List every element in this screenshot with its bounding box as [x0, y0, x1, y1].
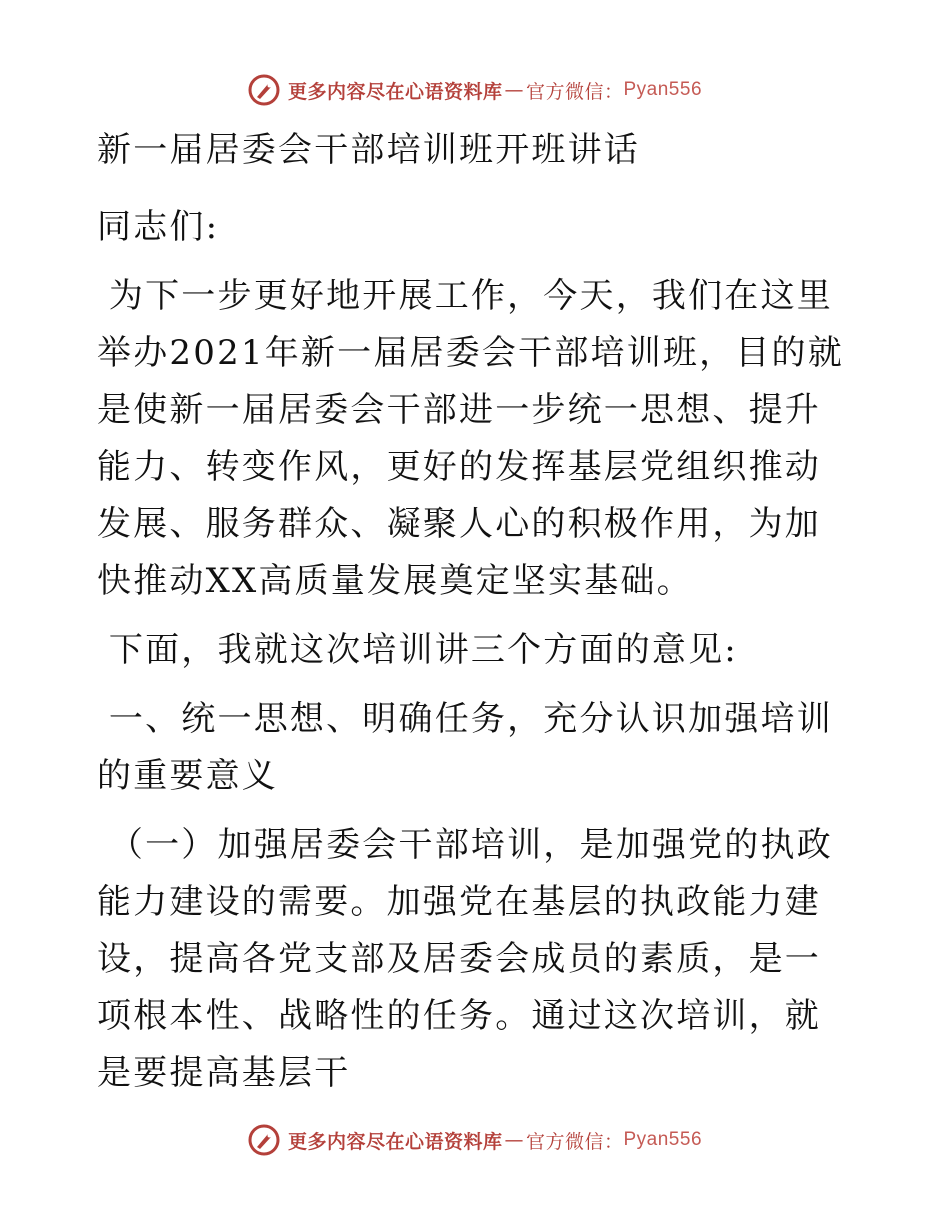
watermark-site-text: 更多内容尽在心语资料库	[287, 1130, 503, 1153]
watermark-wechat-id: Pyan556	[623, 1129, 703, 1150]
document-title: 新一届居委会干部培训班开班讲话	[97, 130, 640, 170]
watermark-separator: —	[504, 79, 524, 101]
paragraph-subsection-1: （一）加强居委会干部培训，是加强党的执政能力建设的需要。加强党在基层的执政能力建设，提高各党支部及居委会成员的素质，是一项根本性、战略性的任务。通过这次培训，就是要提高基层干	[97, 825, 833, 1093]
watermark-wechat-label: 官方微信：	[525, 1130, 624, 1153]
watermark-separator: —	[504, 1129, 524, 1151]
section-heading-1: 一、统一思想、明确任务，充分认识加强培训的重要意义	[97, 699, 833, 796]
paragraph-outline: 下面，我就这次培训讲三个方面的意见:	[108, 630, 738, 670]
pen-nib-logo-icon	[248, 1124, 280, 1156]
footer-watermark	[0, 1120, 950, 1160]
pen-nib-logo-icon	[248, 74, 280, 106]
paragraph-intro: 为下一步更好地开展工作，今天，我们在这里举办2021年新一届居委会干部培训班，目的就是使新一届居委会干部进一步统一思想、提升能力、转变作风，更好的发挥基层党组织推动发展、服务群众、凝聚人心的积极作用，为加快推动XX高质量发展奠定坚实基础。	[97, 276, 844, 601]
document-body	[97, 122, 857, 1114]
document-greeting: 同志们:	[97, 207, 220, 247]
watermark-wechat-id: Pyan556	[623, 79, 703, 100]
watermark-site-text: 更多内容尽在心语资料库	[287, 80, 503, 103]
watermark-wechat-label: 官方微信：	[525, 80, 624, 103]
header-watermark	[0, 70, 950, 110]
